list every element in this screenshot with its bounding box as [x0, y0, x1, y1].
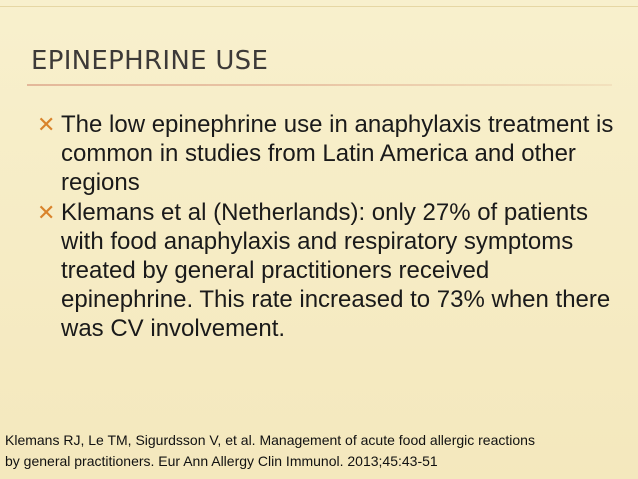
x-bullet-icon: ✕	[37, 200, 56, 225]
citation-line-2: by general practitioners. Eur Ann Allergy Clin Immunol. 2013;45:43-51	[5, 453, 438, 469]
citation	[5, 430, 635, 472]
x-bullet-icon: ✕	[37, 112, 56, 137]
bullet-item	[37, 198, 620, 343]
bullet-text: Klemans et al (Netherlands): only 27% of patients with food anaphylaxis and respiratory symptoms treated by general practitioners received epinephrine. This rate increased to 73% when there was CV involvement.	[61, 199, 611, 342]
bullet-text: The low epinephrine use in anaphylaxis treatment is common in studies from Latin America and other regions	[61, 111, 614, 196]
slide-title: EPINEPHRINE USE	[31, 46, 269, 76]
citation-line-1: Klemans RJ, Le TM, Sigurdsson V, et al. Management of acute food allergic reactions	[5, 432, 535, 448]
top-border	[0, 6, 638, 7]
bullet-list	[37, 110, 620, 344]
bullet-item	[37, 110, 620, 197]
title-underline	[27, 84, 612, 86]
